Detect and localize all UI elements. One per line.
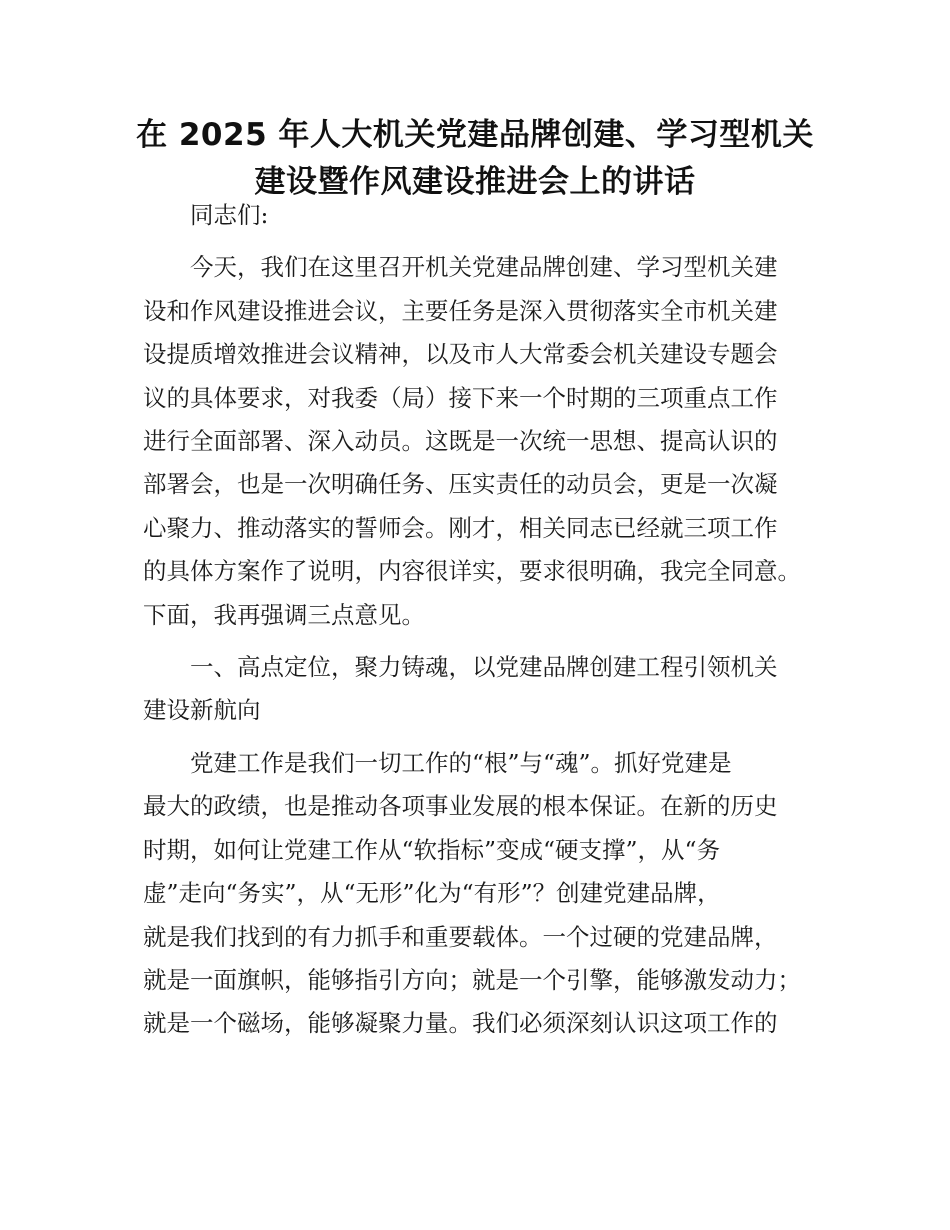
heading-line: 建设新航向 (143, 696, 261, 725)
document-body (143, 194, 813, 1046)
salutation-text: 同志们: (190, 201, 269, 229)
paragraph-line: 就是一面旗帜，能够指引方向；就是一个引擎，能够激发动力； (143, 965, 801, 994)
paragraph-line: 议的具体要求，对我委（局）接下来一个时期的三项重点工作 (143, 383, 778, 412)
paragraph-line: 最大的政绩，也是推动各项事业发展的根本保证。在新的历史 (143, 792, 778, 821)
salutation (143, 194, 813, 237)
title-line-1: 在 2025 年人大机关党建品牌创建、学习型机关 (136, 117, 814, 153)
paragraph-line: 设和作风建设推进会议，主要任务是深入贯彻落实全市机关建 (143, 296, 778, 325)
paragraph-line: 设提质增效推进会议精神，以及市人大常委会机关建设专题会 (143, 340, 778, 369)
paragraph-line: 就是我们找到的有力抓手和重要载体。一个过硬的党建品牌， (143, 922, 778, 951)
intro-paragraph (143, 246, 813, 637)
paragraph-line: 下面，我再强调三点意见。 (143, 600, 425, 629)
paragraph-line: 心聚力、推动落实的誓师会。刚才，相关同志已经就三项工作 (143, 513, 778, 542)
paragraph-line: 虚”走向“务实”，从“无形”化为“有形”？创建党建品牌， (143, 879, 721, 908)
section-1-heading (143, 646, 813, 733)
paragraph-line: 部署会，也是一次明确任务、压实责任的动员会，更是一次凝 (143, 470, 778, 499)
paragraph-line: 就是一个磁场，能够凝聚力量。我们必须深刻认识这项工作的 (143, 1009, 778, 1038)
paragraph-line: 进行全面部署、深入动员。这既是一次统一思想、提高认识的 (143, 427, 778, 456)
paragraph-line: 今天，我们在这里召开机关党建品牌创建、学习型机关建 (190, 253, 778, 282)
paragraph-line: 时期，如何让党建工作从“软指标”变成“硬支撑”，从“务 (143, 835, 721, 864)
paragraph-line: 的具体方案作了说明，内容很详实，要求很明确，我完全同意。 (143, 557, 801, 586)
title-line-2: 建设暨作风建设推进会上的讲话 (254, 164, 696, 200)
paragraph-line: 党建工作是我们一切工作的“根”与“魂”。抓好党建是 (190, 748, 732, 777)
heading-line: 一、高点定位，聚力铸魂，以党建品牌创建工程引领机关 (190, 653, 778, 682)
document-title (100, 112, 850, 206)
section-1-paragraph (143, 742, 813, 1046)
